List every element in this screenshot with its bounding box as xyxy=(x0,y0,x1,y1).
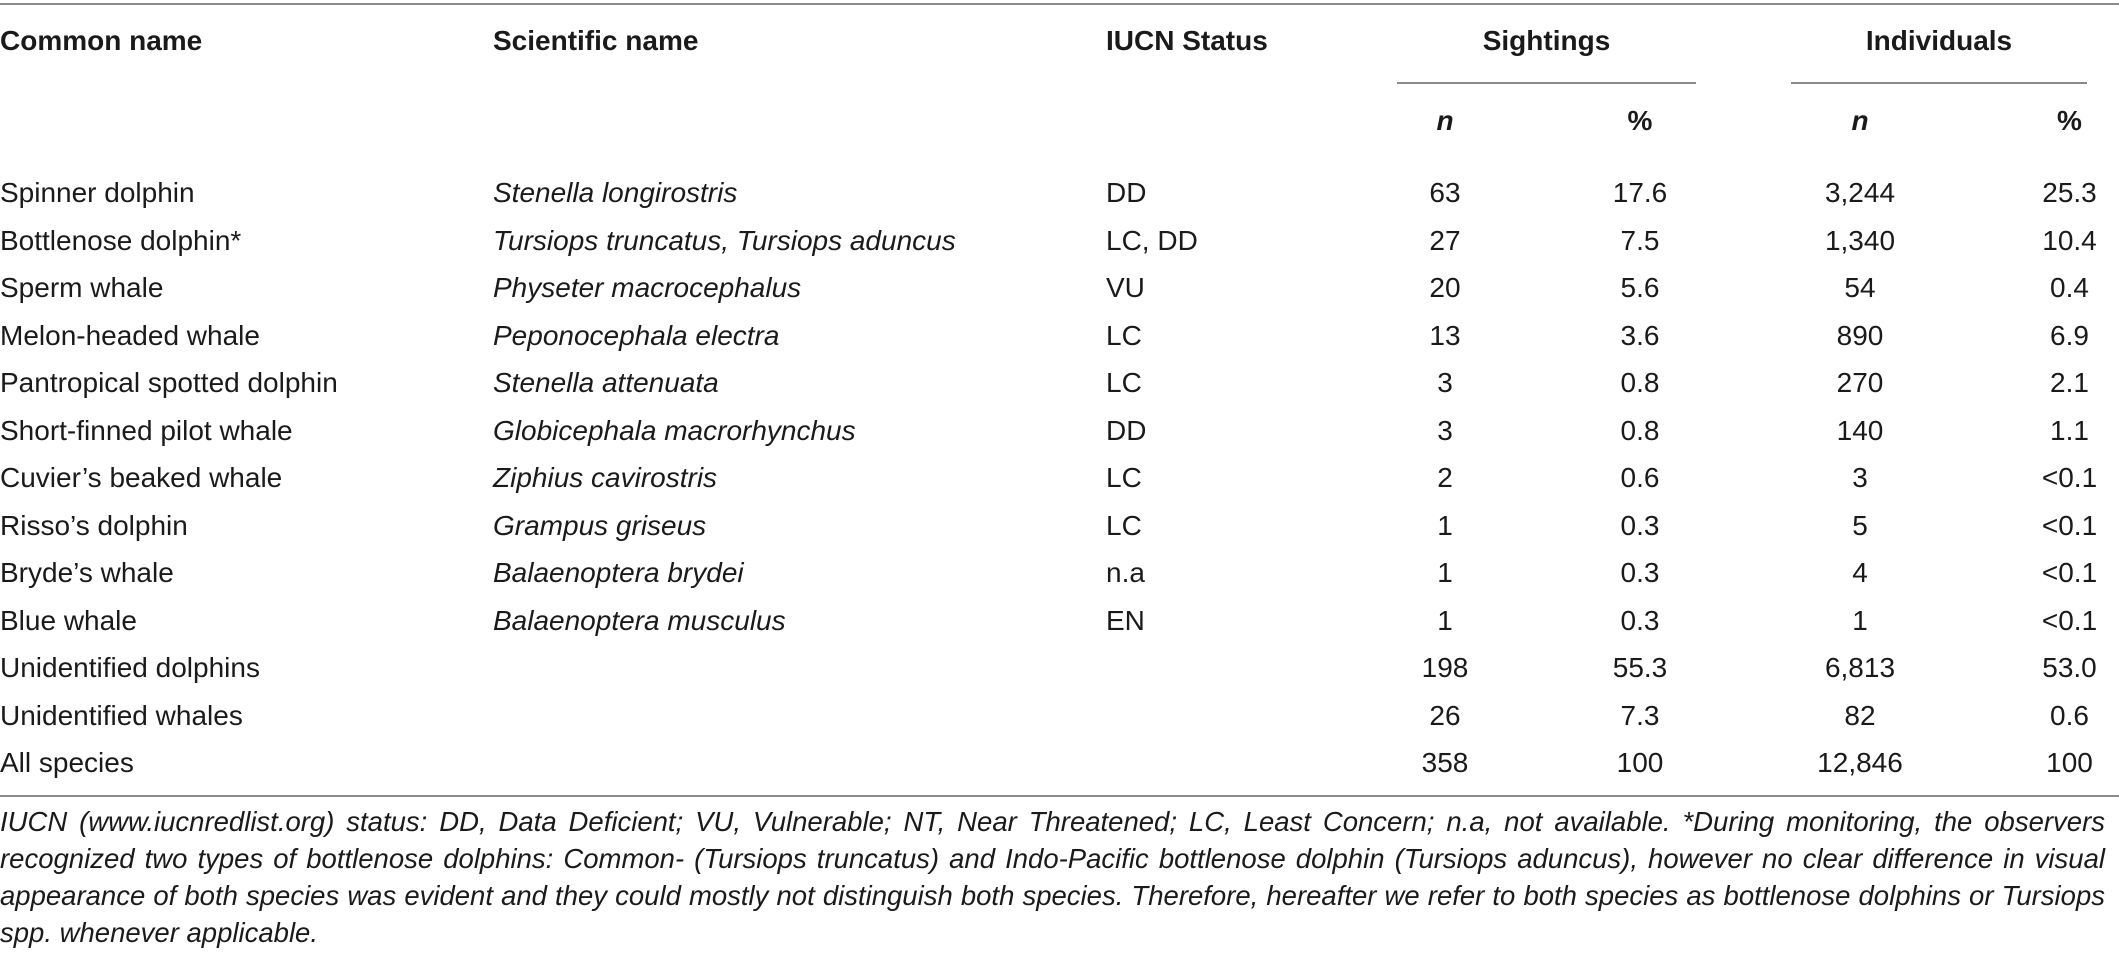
table-body xyxy=(0,176,2119,794)
cell-common-name: Unidentified whales xyxy=(0,699,243,731)
cell-individuals-percent: 100 xyxy=(2046,747,2093,778)
cell-scientific-name: Balaenoptera brydei xyxy=(493,557,744,588)
header-individuals: Individuals xyxy=(1865,25,2013,56)
individuals-group-rule xyxy=(1791,82,2087,84)
table-row xyxy=(0,509,2119,557)
table-row xyxy=(0,414,2119,462)
cell-individuals-percent: <0.1 xyxy=(2041,462,2098,493)
cell-iucn-status: LC xyxy=(1106,367,1142,398)
cell-sightings-n: 63 xyxy=(1429,177,1461,208)
cell-sightings-n: 13 xyxy=(1429,319,1461,351)
cell-individuals-n: 890 xyxy=(1836,319,1884,351)
cell-sightings-percent: 0.3 xyxy=(1620,509,1660,541)
cell-scientific-name: Stenella attenuata xyxy=(493,367,719,398)
cell-iucn-status: LC xyxy=(1106,462,1142,493)
cell-individuals-n: 270 xyxy=(1836,367,1884,398)
cell-common-name: Pantropical spotted dolphin xyxy=(0,367,338,398)
header-sightings-n: n xyxy=(1436,105,1454,136)
cell-individuals-n: 3,244 xyxy=(1824,177,1896,208)
cell-common-name: Unidentified dolphins xyxy=(0,652,260,683)
cell-sightings-n: 198 xyxy=(1421,652,1469,683)
header-common-name: Common name xyxy=(0,25,203,56)
header-iucn-status: IUCN Status xyxy=(1106,25,1268,56)
cell-individuals-percent: 25.3 xyxy=(2042,177,2097,208)
header-sightings: Sightings xyxy=(1482,25,1611,56)
table-row xyxy=(0,366,2119,414)
cell-individuals-n: 12,846 xyxy=(1817,747,1903,778)
cell-sightings-percent: 3.6 xyxy=(1620,319,1660,351)
cell-individuals-n: 54 xyxy=(1844,272,1876,303)
cell-common-name: Melon-headed whale xyxy=(0,319,260,351)
cell-individuals-percent: <0.1 xyxy=(2041,509,2098,541)
cell-sightings-percent: 0.3 xyxy=(1620,604,1660,636)
cell-scientific-name: Stenella longirostris xyxy=(493,177,738,208)
cell-sightings-n: 1 xyxy=(1437,557,1453,588)
cell-common-name: Spinner dolphin xyxy=(0,177,195,208)
cell-iucn-status: DD xyxy=(1106,177,1147,208)
cell-common-name: Bottlenose dolphin* xyxy=(0,224,242,256)
cell-individuals-n: 140 xyxy=(1836,414,1884,446)
cell-sightings-percent: 100 xyxy=(1616,747,1664,778)
cell-sightings-percent: 0.8 xyxy=(1620,367,1660,398)
cell-individuals-percent: <0.1 xyxy=(2041,557,2098,588)
cell-common-name: Cuvier’s beaked whale xyxy=(0,462,283,493)
table-row xyxy=(0,176,2119,224)
table-row xyxy=(0,699,2119,747)
cell-individuals-percent: 0.4 xyxy=(2050,272,2089,303)
cell-common-name: Short-finned pilot whale xyxy=(0,414,293,446)
cell-individuals-percent: 2.1 xyxy=(2050,367,2089,398)
cell-sightings-n: 27 xyxy=(1429,224,1461,256)
cell-common-name: Sperm whale xyxy=(0,272,164,303)
cell-sightings-n: 3 xyxy=(1437,414,1453,446)
cell-individuals-n: 82 xyxy=(1844,699,1876,731)
cell-iucn-status: VU xyxy=(1106,272,1145,303)
cell-sightings-percent: 0.6 xyxy=(1620,462,1660,493)
cell-iucn-status: EN xyxy=(1106,604,1145,636)
table-row xyxy=(0,604,2119,652)
cell-scientific-name: Ziphius cavirostris xyxy=(493,462,718,493)
cell-common-name: All species xyxy=(0,747,134,778)
cell-iucn-status: DD xyxy=(1106,414,1147,446)
cell-individuals-n: 1,340 xyxy=(1824,224,1896,256)
cell-common-name: Risso’s dolphin xyxy=(0,509,188,541)
cell-individuals-percent: 1.1 xyxy=(2050,414,2089,446)
cell-individuals-percent: 0.6 xyxy=(2050,699,2089,731)
cell-sightings-n: 26 xyxy=(1429,699,1461,731)
cell-sightings-n: 3 xyxy=(1437,367,1453,398)
cell-sightings-n: 2 xyxy=(1437,462,1453,493)
table-top-rule xyxy=(0,3,2119,5)
table-row xyxy=(0,651,2119,699)
cell-iucn-status: LC xyxy=(1106,319,1142,351)
cell-scientific-name: Balaenoptera musculus xyxy=(493,604,786,636)
cell-scientific-name: Tursiops truncatus, Tursiops aduncus xyxy=(493,224,956,256)
table-footnote: IUCN (www.iucnredlist.org) status: DD, Data Deficient; VU, Vulnerable; NT, Near Threatened; LC, Least Concern; n.a, not available. *During monitoring, the observers recognized two types of bottlenose dolphins: Common- (Tursiops truncatus) and Indo-Pacific bottlenose dolphin (Tursiops aduncus), however no clear difference in visual appearance of both species was evident and they could mostly not distinguish both species. Therefore, hereafter we refer to both species as bottlenose dolphins or Tursiops spp. whenever applicable. xyxy=(0,806,2105,948)
cell-iucn-status: LC xyxy=(1106,509,1142,541)
cell-scientific-name: Physeter macrocephalus xyxy=(493,272,802,303)
cell-iucn-status: n.a xyxy=(1106,557,1145,588)
cell-scientific-name: Globicephala macrorhynchus xyxy=(493,414,856,446)
cell-sightings-n: 20 xyxy=(1429,272,1461,303)
cell-common-name: Bryde’s whale xyxy=(0,557,174,588)
header-sightings-percent: % xyxy=(1627,105,1653,136)
table-bottom-rule xyxy=(0,795,2119,797)
cell-sightings-percent: 0.3 xyxy=(1620,557,1660,588)
table-row xyxy=(0,746,2119,794)
cell-scientific-name: Grampus griseus xyxy=(493,509,707,541)
cell-individuals-n: 6,813 xyxy=(1824,652,1896,683)
header-individuals-n: n xyxy=(1851,105,1869,136)
cell-sightings-percent: 17.6 xyxy=(1612,177,1668,208)
cell-sightings-percent: 55.3 xyxy=(1612,652,1668,683)
table-row xyxy=(0,224,2119,272)
cell-individuals-percent: 53.0 xyxy=(2042,652,2097,683)
cell-sightings-n: 1 xyxy=(1437,604,1453,636)
cell-common-name: Blue whale xyxy=(0,604,137,636)
cell-individuals-percent: 10.4 xyxy=(2042,224,2097,256)
cell-sightings-percent: 7.5 xyxy=(1620,224,1660,256)
cell-individuals-n: 4 xyxy=(1852,557,1868,588)
cell-individuals-percent: 6.9 xyxy=(2050,319,2089,351)
header-scientific-name: Scientific name xyxy=(493,25,699,56)
header-individuals-percent: % xyxy=(2057,105,2082,136)
cell-sightings-n: 358 xyxy=(1421,747,1469,778)
cell-individuals-n: 5 xyxy=(1852,509,1868,541)
cell-individuals-n: 3 xyxy=(1852,462,1868,493)
cell-sightings-percent: 5.6 xyxy=(1620,272,1660,303)
cell-scientific-name: Peponocephala electra xyxy=(493,319,780,351)
cell-iucn-status: LC, DD xyxy=(1106,224,1198,256)
cell-sightings-n: 1 xyxy=(1437,509,1453,541)
cell-sightings-percent: 7.3 xyxy=(1620,699,1660,731)
cell-individuals-n: 1 xyxy=(1852,604,1868,636)
cell-individuals-percent: <0.1 xyxy=(2041,604,2098,636)
table-row xyxy=(0,271,2119,319)
table-row xyxy=(0,556,2119,604)
cell-sightings-percent: 0.8 xyxy=(1620,414,1660,446)
table-row xyxy=(0,461,2119,509)
sightings-group-rule xyxy=(1397,82,1696,84)
table-row xyxy=(0,319,2119,367)
